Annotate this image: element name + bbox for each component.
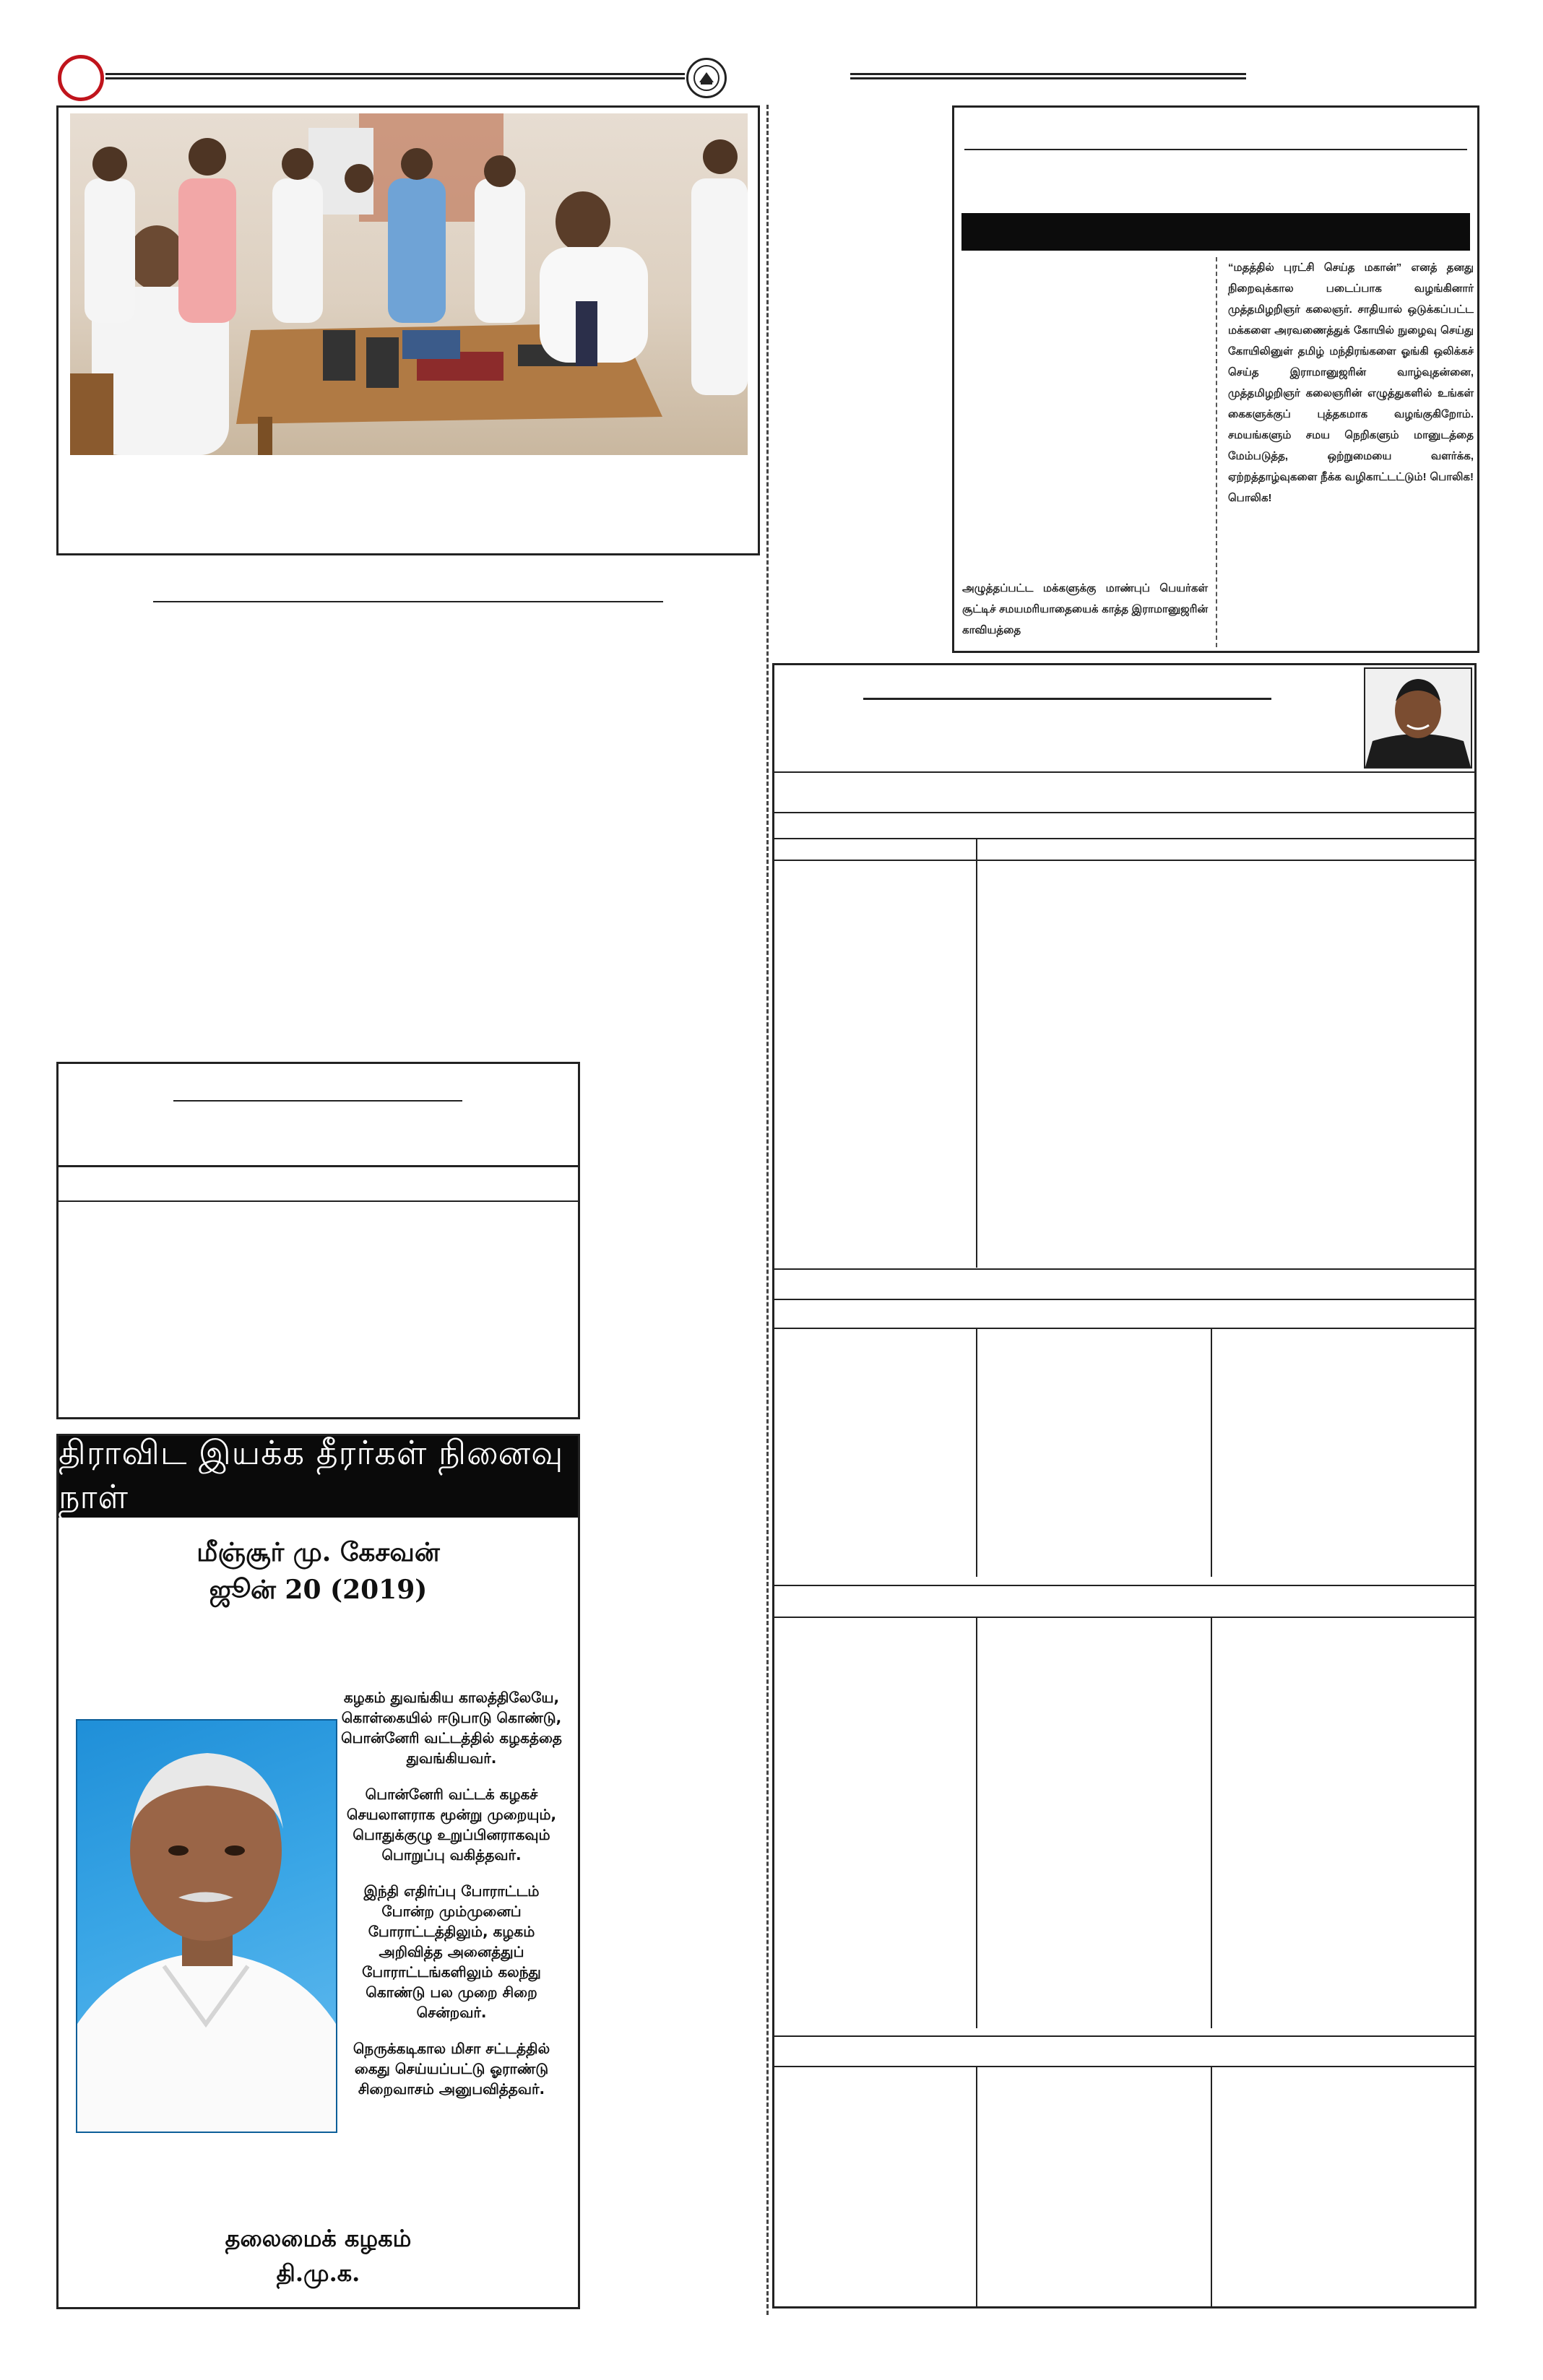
ramanuja-left-text: அழுத்தப்பட்ட மக்களுக்கு மாண்புப் பெயர்கள் சூட்டிச் சமயமரியாதையைக் காத்த இராமானுஜரின் காவியத்தை (962, 582, 1208, 636)
panel-col-divider (1211, 1617, 1212, 2028)
notice-title-rule (173, 1100, 462, 1102)
memorial-date: ஜூன் 20 (2019) (209, 1575, 428, 1605)
memorial-paragraph: கழகம் துவங்கிய காலத்திலேயே, கொள்கையில் ஈடுபாடு கொண்டு, பொன்னேரி வட்டத்தில் கழகத்தை துவங்கியவர். (341, 1689, 562, 1767)
page-number-circle (58, 55, 104, 101)
memorial-portrait (76, 1719, 337, 2133)
panel-divider (774, 2066, 1474, 2067)
memorial-body (340, 1687, 563, 2115)
notice-divider-1 (59, 1165, 578, 1167)
caption-rule (153, 601, 663, 602)
header-rule-left (105, 73, 685, 79)
portrait-illustration (77, 1721, 336, 2132)
ramanuja-right-text: “மதத்தில் புரட்சி செய்த மகான்” எனத் தனது நிறைவுக்கால படைப்பாக வழங்கினார் முத்தமிழறிஞர் கலைஞர். சாதியால் ஒடுக்கப்பட்ட மக்களை அரவணைத்துக் கோயில் நுழைவு செய்து கோயிலினுள் தமிழ் மந்திரங்களை ஓங்கி ஒலிக்கச் செய்த இராமானுஜரின் வாழ்வுதன்னை, முத்தமிழறிஞர் கலைஞரின் எழுத்துகளில் உங்கள் கைகளுக்குப் புத்தகமாக வழங்குகிறோம். சமயங்களும் சமய நெறிகளும் மானுடத்தை மேம்படுத்த, ஒற்றுமையை வளர்க்க, ஏற்றத்தாழ்வுகளை நீக்க வழிகாட்டட்டும்! பொலிக! பொலிக! (1228, 261, 1474, 504)
notice-box (56, 1062, 580, 1419)
panel-col-divider (976, 1617, 977, 2028)
panel-divider (774, 771, 1474, 773)
memorial-paragraph: பொன்னேரி வட்டக் கழகச் செயலாளராக மூன்று முறையும், பொதுக்குழு உறுப்பினராகவும் பொறுப்பு வகித்தவர். (346, 1786, 557, 1864)
news-photo (70, 113, 748, 455)
panel-divider (774, 1268, 1474, 1270)
panel-col-divider (1211, 2066, 1212, 2306)
notice-divider-2 (59, 1200, 578, 1202)
column-separator (766, 105, 769, 2315)
panel-divider (774, 838, 1474, 839)
sun-logo-icon (692, 64, 721, 92)
panel-divider (774, 1328, 1474, 1329)
panel-col-divider (976, 2066, 977, 2306)
panel-divider (774, 812, 1474, 813)
panel-divider (774, 1617, 1474, 1618)
panel-col-divider (976, 838, 977, 1268)
memorial-paragraph: இந்தி எதிர்ப்பு போராட்டம் போன்ற மும்முனைப் போராட்டத்திலும், கழகம் அறிவித்த அனைத்துப் போராட்டங்களிலும் கலந்து கொண்டு பல முறை சிறை சென்றவர். (362, 1882, 541, 2021)
memorial-header (59, 1432, 578, 1518)
panel-divider (774, 860, 1474, 861)
ramanuja-black-band (961, 213, 1470, 251)
panel-divider (774, 2035, 1474, 2037)
panel-col-divider (1211, 1328, 1212, 1577)
panel-col-divider (976, 1328, 977, 1577)
memorial-footer-org: தலைமைக் கழகம் (225, 2225, 412, 2252)
header-rule-right (850, 73, 1246, 79)
party-logo-icon (686, 58, 727, 98)
panel-divider (774, 1585, 1474, 1586)
memorial-paragraph: நெருக்கடிகால மிசா சட்டத்தில் கைது செய்யப்பட்டு ஓராண்டு சிறைவாசம் அனுபவித்தவர். (353, 2040, 550, 2098)
meeting-illustration (70, 113, 748, 455)
memorial-title: திராவிட இயக்க தீரர்கள் நினைவு நாள் (59, 1432, 564, 1516)
schedule-panel (772, 663, 1477, 2308)
panel-title-rule (863, 698, 1271, 700)
person-illustration (1365, 669, 1471, 767)
memorial-footer-party: தி.மு.க. (276, 2259, 360, 2287)
panel-person-photo (1364, 667, 1472, 769)
ramanuja-top-rule (964, 149, 1467, 150)
ramanuja-col-divider (1216, 257, 1217, 647)
panel-divider (774, 1299, 1474, 1300)
memorial-person-name: மீஞ்சூர் மு. கேசவன் (196, 1537, 440, 1567)
